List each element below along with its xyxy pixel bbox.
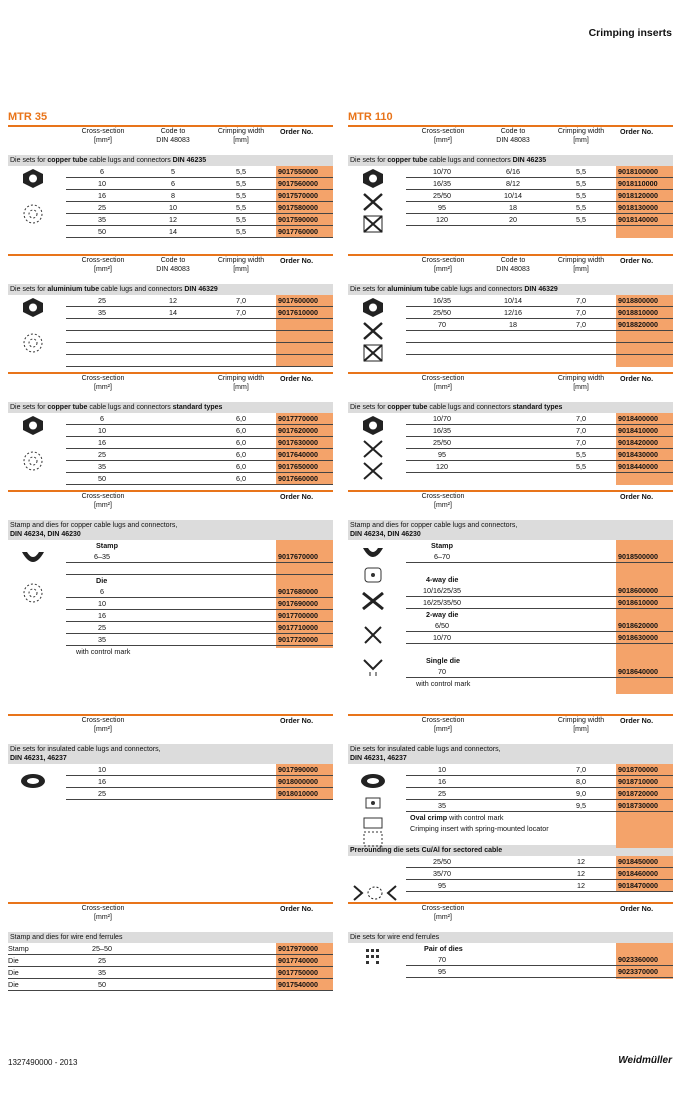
table-header: Cross-section [mm²] Code to DIN 48083 Crimping width [mm] Order No. xyxy=(421,127,654,144)
oval-die-icon xyxy=(358,770,388,792)
header-cross-section: Cross-section [mm²] xyxy=(81,128,125,144)
oval-die-icon xyxy=(358,792,388,814)
left-column xyxy=(8,125,333,1045)
table-row: 25 9017710000 xyxy=(66,622,333,634)
table-row: 95 5,5 9018430000 xyxy=(406,449,673,461)
table-row: 25 9,0 9018720000 xyxy=(406,788,673,800)
table-row: 95 9023370000 xyxy=(406,966,673,978)
table-row: 120 5,5 9018440000 xyxy=(406,461,673,473)
table-header xyxy=(8,127,333,155)
table-row: 35 12 5,5 9017590000 xyxy=(66,214,333,226)
header-crimp-width: Crimping width [mm] xyxy=(217,128,265,144)
hex-die-icon xyxy=(18,167,48,189)
right-column-title: MTR 110 xyxy=(348,111,393,123)
cross-die-icon xyxy=(358,191,388,213)
table-header: Cross-section [mm²] Code to DIN 48083 Crimping width [mm] Order No. xyxy=(81,256,314,273)
right-ferrule-section: Cross-section [mm²] Order No. Die sets for wire end ferrules Pair of dies 70 9023360000 95 9023370000 xyxy=(348,902,673,978)
table-header: Cross-section [mm²] Order No. xyxy=(421,904,654,921)
die-outline-icon xyxy=(18,332,48,354)
table-row: 6 6,0 9017770000 xyxy=(66,413,333,425)
left-ferrule-section xyxy=(8,902,333,991)
left-copper-standard-section xyxy=(8,372,333,485)
table-row: 35 14 7,0 9017610000 xyxy=(66,307,333,319)
hex-die-icon xyxy=(358,414,388,436)
table-row: 16 8,0 9018710000 xyxy=(406,776,673,788)
table-header: Cross-section [mm²] Order No. xyxy=(81,904,314,921)
table-row: 70 18 7,0 9018820000 xyxy=(406,319,673,331)
table-header: Cross-section [mm²] Order No. xyxy=(421,492,654,509)
table-row: 10/70 6/16 5,5 9018100000 xyxy=(406,166,673,178)
table-row: 16/35 10/14 7,0 9018800000 xyxy=(406,295,673,307)
right-aluminium-din46329-section xyxy=(348,254,673,366)
page-title: Crimping inserts xyxy=(588,27,672,39)
right-column xyxy=(348,125,673,1045)
table-row: 25 6,0 9017640000 xyxy=(66,449,333,461)
table-row: 10/70 7,0 9018400000 xyxy=(406,413,673,425)
table-row: Stamp 25–50 9017970000 xyxy=(8,943,333,955)
stamp-icon xyxy=(18,548,48,570)
table-row: 16 9017700000 xyxy=(66,610,333,622)
section-band: Stamp and dies for copper cable lugs and connectors, DIN 46234, DIN 46230 xyxy=(8,520,333,540)
table-row: 10 6 5,5 9017560000 xyxy=(66,178,333,190)
right-stamp-dies-section: Cross-section [mm²] Order No. Stamp and dies for copper cable lugs and connectors, DIN 46234, DIN 46230 Stamp 6–70 9018500000 4-way die 10/16/25/35 9018600000 16/25/35/50 9018610000 2-way die 6/50 9018620000 10/70 9018630000 Single die 70 9018640000 with control mark xyxy=(348,490,673,689)
left-aluminium-din46329-section xyxy=(8,254,333,367)
table-row: 10 7,0 9018700000 xyxy=(406,764,673,776)
table-row: 25/50 10/14 5,5 9018120000 xyxy=(406,190,673,202)
table-row: 35 6,0 9017650000 xyxy=(66,461,333,473)
table-row: 50 6,0 9017660000 xyxy=(66,473,333,485)
table-row: 50 14 5,5 9017760000 xyxy=(66,226,333,238)
die-outline-icon xyxy=(18,203,48,225)
die-outline-icon xyxy=(18,582,48,604)
die-outline-icon xyxy=(18,450,48,472)
table-row: 16/35 7,0 9018410000 xyxy=(406,425,673,437)
table-row: 10/70 9018630000 xyxy=(406,632,673,644)
table-row: 25/50 12/16 7,0 9018810000 xyxy=(406,307,673,319)
section-band: Die sets for aluminium tube cable lugs and connectors DIN 46329 xyxy=(8,284,333,295)
table-row: 16 9018000000 xyxy=(66,776,333,788)
hex-die-icon xyxy=(18,414,48,436)
left-stamp-dies-section: Cross-section [mm²] Order No. Stamp and dies for copper cable lugs and connectors, DIN 46234, DIN 46230 Stamp 6–35 9017670000 Die 6 9017680000 10 9017690000 16 9017700000 25 9017710000 35 9017720000 with control mark xyxy=(8,490,333,657)
left-insulated-section xyxy=(8,714,333,800)
hex-die-icon xyxy=(358,167,388,189)
table-header: Cross-section [mm²] Crimping width [mm] Order No. xyxy=(81,374,314,391)
spring-locator-icon xyxy=(358,816,388,850)
section-band: Die sets for copper tube cable lugs and connectors standard types xyxy=(8,402,333,413)
prerounding-band: Prerounding die sets Cu/Al for sectored cable xyxy=(348,845,673,856)
table-row: Die 35 9017750000 xyxy=(8,967,333,979)
table-row: 10 9017990000 xyxy=(66,764,333,776)
table-row: 6–35 9017670000 xyxy=(66,551,333,563)
section-band: Die sets for copper tube cable lugs and connectors DIN 46235 xyxy=(8,155,333,166)
table-row: 25 12 7,0 9017600000 xyxy=(66,295,333,307)
table-row: 25/50 7,0 9018420000 xyxy=(406,437,673,449)
section-band: Die sets for copper tube cable lugs and connectors standard types xyxy=(348,402,673,413)
table-row: 25 10 5,5 9017580000 xyxy=(66,202,333,214)
single-die-icon xyxy=(358,656,388,678)
die-outline-icon xyxy=(358,564,388,586)
footer-code: 1327490000 - 2013 xyxy=(8,1058,78,1067)
section-band: Die sets for insulated cable lugs and connectors, DIN 46231, 46237 xyxy=(8,744,333,764)
control-mark-note: with control mark xyxy=(416,679,471,688)
prerounding-die-icon xyxy=(350,882,400,904)
table-row: 16/25/35/50 9018610000 xyxy=(406,597,673,609)
hex-die-icon xyxy=(18,296,48,318)
table-row: 6 9017680000 xyxy=(66,586,333,598)
cross-die-icon xyxy=(358,320,388,342)
two-way-die-icon xyxy=(358,624,388,646)
table-row: 35 9,5 9018730000 xyxy=(406,800,673,812)
right-copper-standard-section xyxy=(348,372,673,484)
weidmuller-logo: Weidmüller xyxy=(618,1055,672,1066)
ferrule-die-icon xyxy=(358,946,388,968)
table-header: Cross-section [mm²] Code to DIN 48083 Crimping width [mm] Order No. xyxy=(421,256,654,273)
table-row: 10 6,0 9017620000 xyxy=(66,425,333,437)
section-band: Stamp and dies for copper cable lugs and connectors, DIN 46234, DIN 46230 xyxy=(348,520,673,540)
section-band: Die sets for copper tube cable lugs and connectors DIN 46235 xyxy=(348,155,673,166)
table-row: 95 18 5,5 9018130000 xyxy=(406,202,673,214)
table-row: 6–70 9018500000 xyxy=(406,551,673,563)
table-header: Cross-section [mm²] Order No. xyxy=(81,492,314,509)
table-row: 70 9018640000 xyxy=(406,666,673,678)
four-way-die-icon xyxy=(358,590,388,612)
cross-die-icon xyxy=(358,460,388,482)
table-row: 120 20 5,5 9018140000 xyxy=(406,214,673,226)
section-band: Die sets for aluminium tube cable lugs and connectors DIN 46329 xyxy=(348,284,673,295)
table-row: 6/50 9018620000 xyxy=(406,620,673,632)
table-row: 6 5 5,5 9017550000 xyxy=(66,166,333,178)
table-row: 16/35 8/12 5,5 9018110000 xyxy=(406,178,673,190)
left-copper-din46235-section xyxy=(8,125,333,238)
oval-die-icon xyxy=(18,770,48,792)
cross-die-icon xyxy=(358,213,388,235)
section-band: Die sets for wire end ferrules xyxy=(348,932,673,943)
section-band: Stamp and dies for wire end ferrules xyxy=(8,932,333,943)
table-row: 16 6,0 9017630000 xyxy=(66,437,333,449)
table-header: Cross-section [mm²] Order No. xyxy=(81,716,314,733)
table-row: Die 50 9017540000 xyxy=(8,979,333,991)
table-row: 25/50 12 9018450000 xyxy=(406,856,673,868)
left-column-title: MTR 35 xyxy=(8,111,48,123)
stamp-icon xyxy=(358,544,388,566)
table-header: Cross-section [mm²] Crimping width [mm] Order No. xyxy=(421,374,654,391)
hex-die-icon xyxy=(358,296,388,318)
right-copper-din46235-section xyxy=(348,125,673,237)
table-row: 35/70 12 9018460000 xyxy=(406,868,673,880)
header-code: Code to DIN 48083 xyxy=(156,128,190,144)
table-row: 10 9017690000 xyxy=(66,598,333,610)
table-row: 25 9018010000 xyxy=(66,788,333,800)
table-row: 35 9017720000 xyxy=(66,634,333,646)
header-order-no: Order No. xyxy=(280,127,314,136)
right-insulated-section: Cross-section [mm²] Crimping width [mm] Order No. Die sets for insulated cable lugs and connectors, DIN 46231, 46237 10 7,0 9018700000 16 8,0 9018710000 25 9,0 9018720000 35 9,5 9018730000 Oval crimp with control mark Crimping insert with spring-mounted locator Prerounding die sets Cu/Al for sectored cable 25/50 12 9018450000 35/70 12 9018460000 95 12 9018470000 xyxy=(348,714,673,892)
table-row: 16 8 5,5 9017570000 xyxy=(66,190,333,202)
control-mark-note: with control mark xyxy=(76,647,131,656)
table-header: Cross-section [mm²] Crimping width [mm] Order No. xyxy=(421,716,654,733)
table-row: 95 12 9018470000 xyxy=(406,880,673,892)
cross-die-icon xyxy=(358,342,388,364)
table-row: Die 25 9017740000 xyxy=(8,955,333,967)
section-band: Die sets for insulated cable lugs and connectors, DIN 46231, 46237 xyxy=(348,744,673,764)
table-row: 10/16/25/35 9018600000 xyxy=(406,585,673,597)
table-row: 70 9023360000 xyxy=(406,954,673,966)
cross-die-icon xyxy=(358,438,388,460)
